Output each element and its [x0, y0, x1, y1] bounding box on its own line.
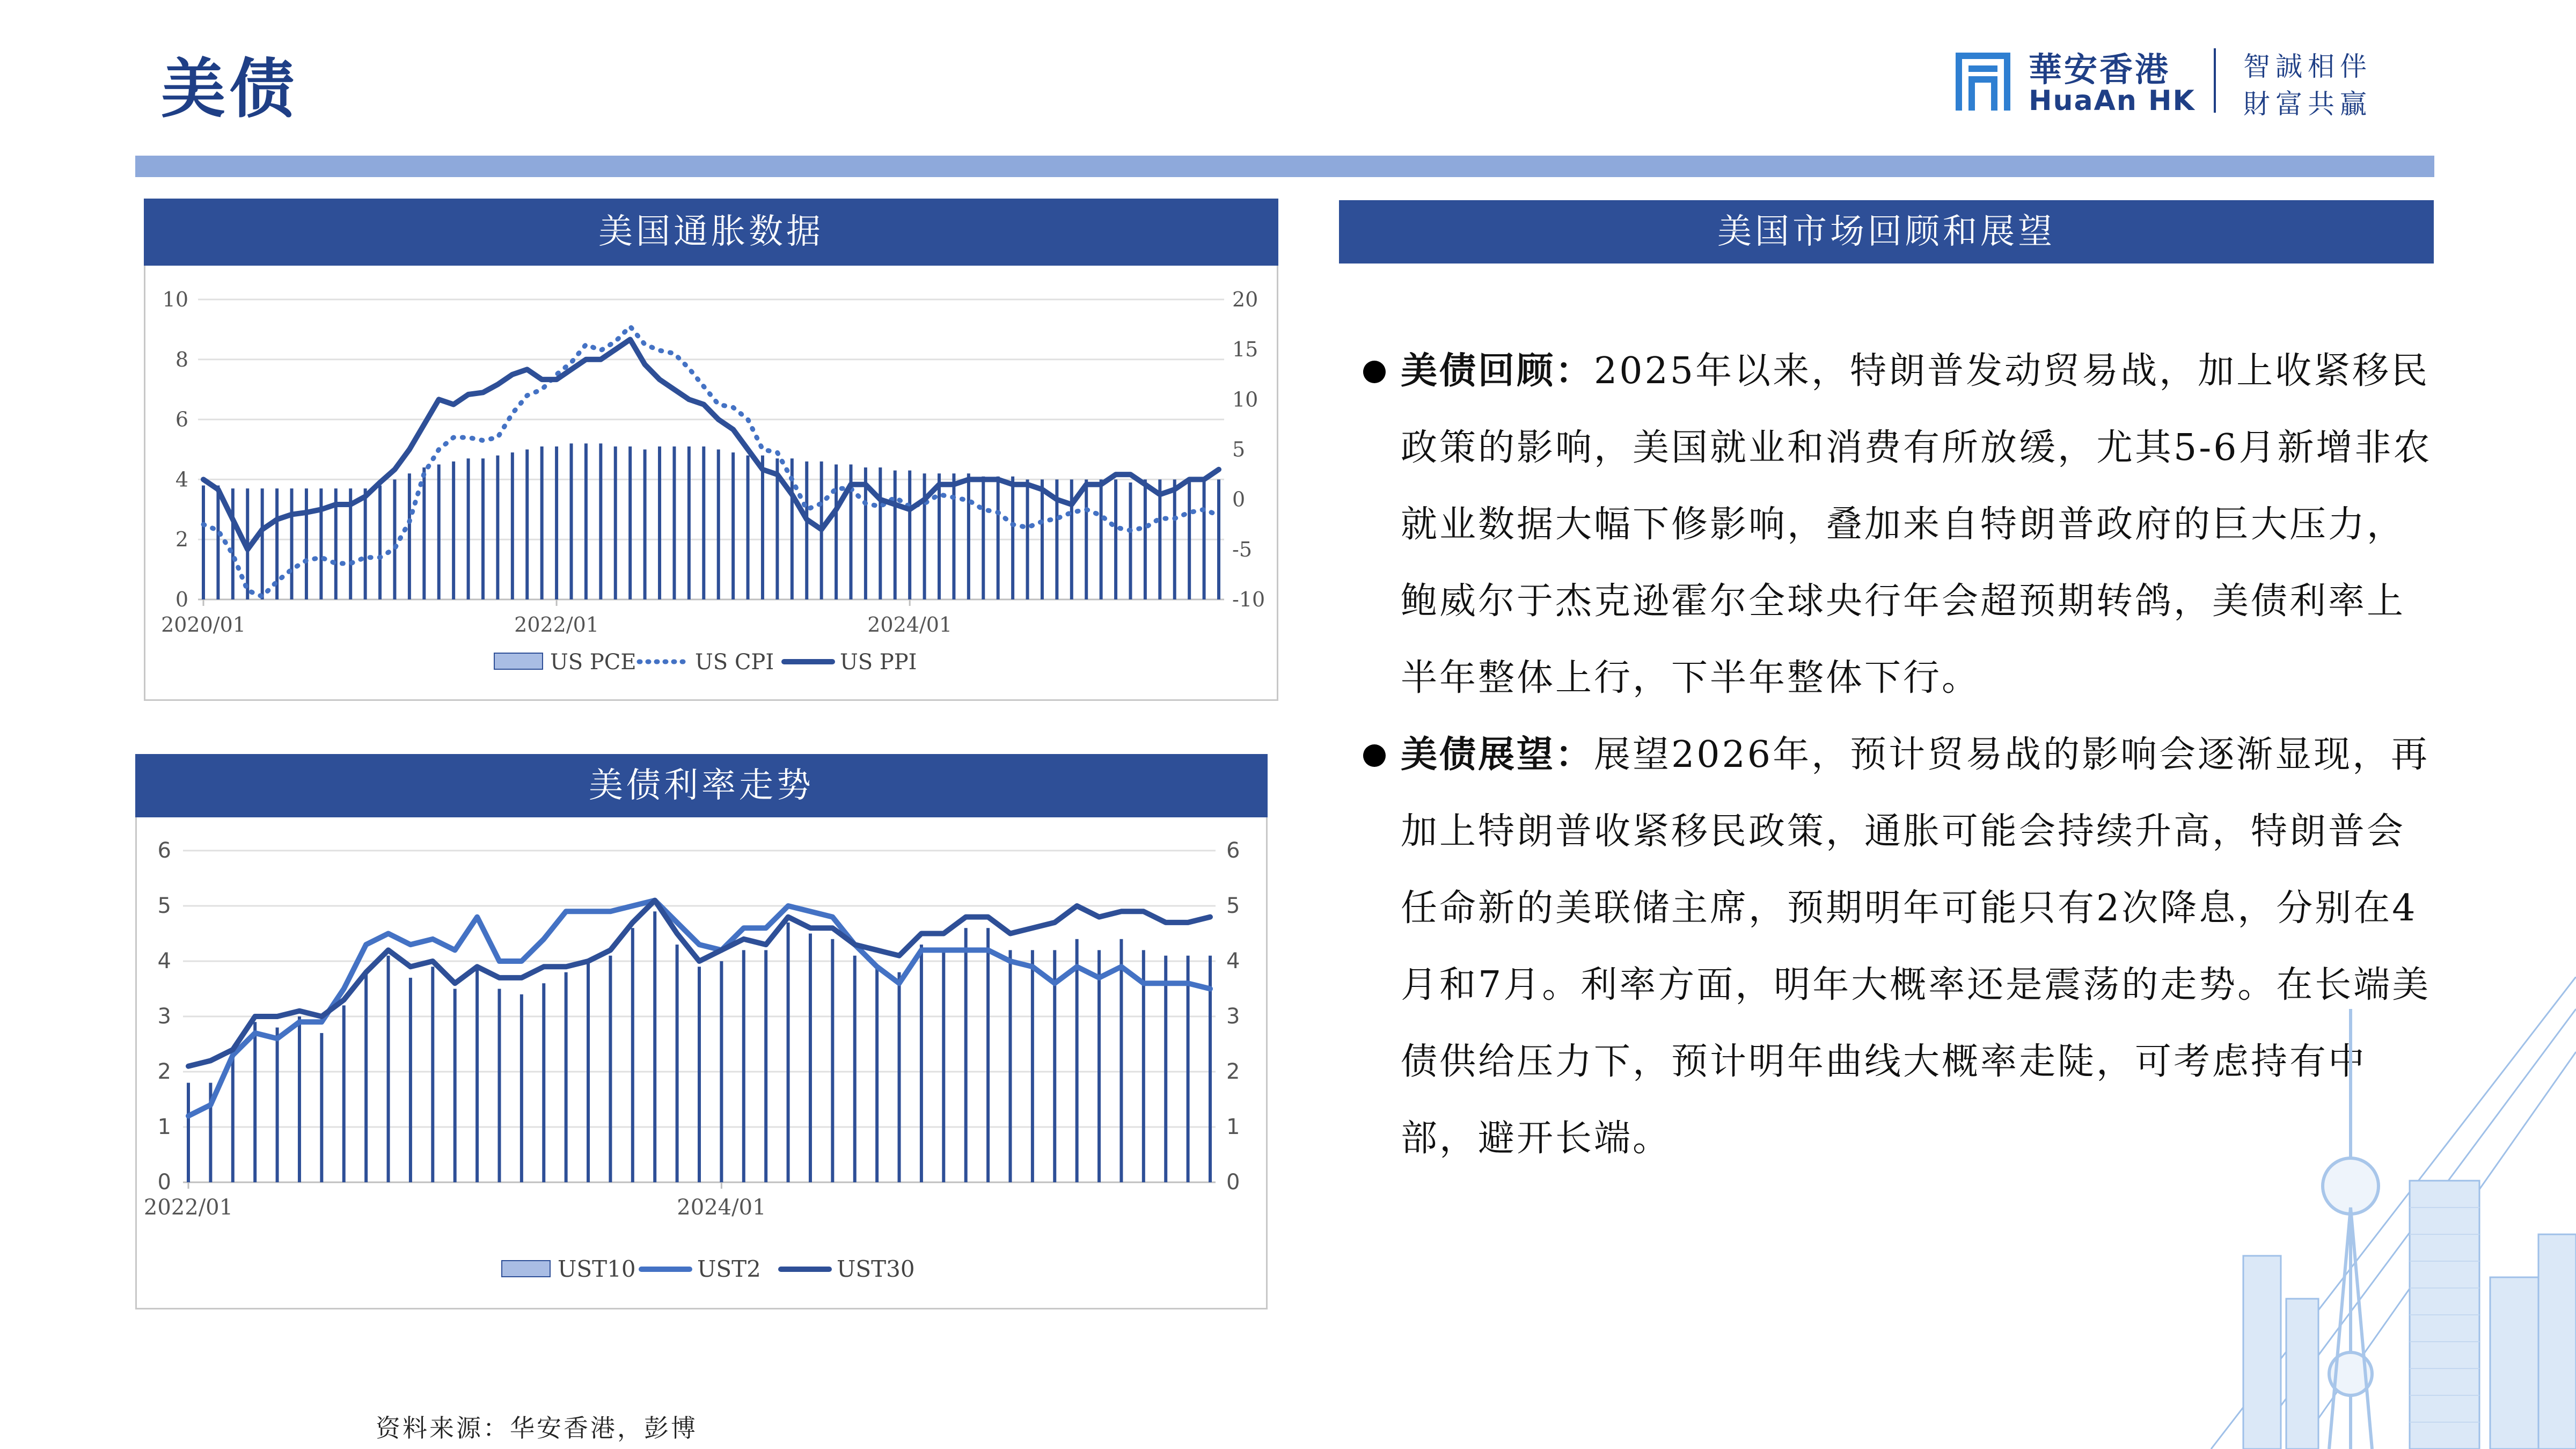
bar-us-pce	[761, 456, 764, 599]
bar-us-pce	[687, 447, 691, 599]
yields-panel-header: 美债利率走势	[135, 754, 1268, 817]
bar-ust10	[387, 956, 390, 1182]
bar-ust10	[276, 1028, 279, 1182]
bar-us-pce	[525, 450, 529, 600]
bar-us-pce	[408, 473, 411, 599]
x-tick-label: 2022/01	[514, 613, 599, 636]
legend-label-us-cpi: US CPI	[695, 650, 774, 675]
right-tick-label: 0	[1226, 1170, 1240, 1195]
bar-us-pce	[570, 443, 573, 599]
bullet-dot-icon	[1363, 744, 1386, 767]
inflation-chart	[145, 259, 1277, 699]
bar-us-pce	[1144, 479, 1147, 599]
title-divider-band	[135, 156, 2434, 177]
bar-ust10	[653, 911, 656, 1182]
bar-ust10	[964, 928, 968, 1182]
bar-us-pce	[452, 462, 455, 599]
bar-us-pce	[290, 488, 294, 599]
legend-label-ust2: UST2	[697, 1256, 761, 1282]
bar-us-pce	[997, 477, 1000, 599]
bar-us-pce	[982, 477, 985, 599]
legend-label-ust10: UST10	[558, 1256, 636, 1282]
bar-us-pce	[496, 456, 499, 599]
bar-us-pce	[747, 456, 750, 599]
bar-us-pce	[511, 452, 514, 599]
bar-ust10	[565, 972, 568, 1182]
bar-us-pce	[717, 450, 720, 600]
x-tick-label: 2024/01	[867, 613, 953, 636]
left-tick-label: 0	[157, 1170, 171, 1195]
yields-chart-box	[135, 810, 1268, 1309]
legend-label-ust30: UST30	[837, 1256, 915, 1282]
bar-ust10	[853, 956, 857, 1182]
skyline-decoration-icon	[2190, 977, 2576, 1449]
bar-us-pce	[1158, 479, 1161, 599]
bar-ust10	[342, 1005, 346, 1182]
left-tick-label: 3	[157, 1004, 171, 1029]
right-tick-label: 4	[1226, 949, 1240, 974]
bar-ust10	[942, 950, 945, 1182]
bar-ust10	[1031, 950, 1034, 1182]
right-tick-label: 20	[1232, 288, 1258, 311]
bar-ust10	[720, 961, 723, 1182]
bar-us-pce	[658, 447, 661, 599]
bar-us-pce	[364, 488, 367, 599]
bar-ust10	[698, 967, 701, 1182]
bar-ust10	[409, 978, 412, 1182]
bar-us-pce	[437, 464, 441, 599]
bar-ust10	[787, 923, 790, 1182]
bar-ust10	[520, 994, 523, 1182]
bar-ust10	[431, 967, 434, 1182]
bar-us-pce	[261, 488, 264, 599]
bar-ust10	[542, 983, 545, 1182]
right-tick-label: 6	[1226, 838, 1240, 863]
inflation-panel-header: 美国通胀数据	[144, 199, 1278, 266]
right-tick-label: -5	[1232, 537, 1253, 561]
bar-ust10	[1075, 939, 1079, 1182]
source-note: 资料来源：华安香港，彭博	[376, 1414, 698, 1443]
bar-ust10	[875, 967, 879, 1182]
bar-us-pce	[1100, 479, 1103, 599]
review-label: 美债回顾：	[1401, 349, 1594, 392]
bar-us-pce	[1203, 479, 1206, 599]
x-tick-label: 2022/01	[143, 1195, 233, 1220]
bar-ust10	[764, 950, 767, 1182]
x-tick-label: 2020/01	[161, 613, 246, 636]
right-tick-label: 5	[1226, 894, 1240, 918]
bar-us-pce	[540, 447, 544, 599]
bar-ust10	[364, 972, 368, 1182]
bar-us-pce	[555, 447, 558, 599]
left-tick-label: 2	[175, 528, 188, 552]
bar-us-pce	[952, 473, 955, 599]
bar-ust10	[187, 1083, 190, 1182]
left-tick-label: 6	[157, 838, 171, 863]
bar-ust10	[253, 1022, 257, 1182]
bullet-dot-icon	[1363, 361, 1386, 383]
bar-us-pce	[672, 447, 676, 599]
bar-ust10	[898, 972, 901, 1182]
inflation-chart-box	[144, 258, 1278, 701]
bar-ust10	[631, 928, 634, 1182]
left-tick-label: 4	[175, 467, 188, 492]
bar-us-pce	[628, 447, 632, 599]
right-tick-label: 0	[1232, 487, 1246, 511]
logo-divider	[2214, 48, 2216, 113]
review-bullet	[1363, 333, 2436, 716]
bar-us-pce	[1188, 479, 1191, 599]
bar-us-pce	[894, 471, 897, 599]
bar-us-pce	[305, 488, 308, 599]
bar-us-pce	[1070, 479, 1073, 599]
logo-slogan-2: 財富共贏	[2243, 89, 2372, 120]
bar-ust10	[1008, 950, 1012, 1182]
outlook-panel-header: 美国市场回顾和展望	[1339, 200, 2434, 264]
bar-ust10	[475, 967, 479, 1182]
bar-us-pce	[908, 471, 911, 599]
bar-ust10	[298, 1016, 301, 1182]
bar-us-pce	[319, 488, 323, 599]
legend-swatch-us-pce	[494, 653, 543, 669]
left-tick-label: 10	[162, 288, 188, 311]
left-tick-label: 0	[175, 588, 188, 611]
bar-us-pce	[614, 447, 617, 599]
bar-ust10	[920, 945, 923, 1182]
left-tick-label: 5	[157, 894, 171, 918]
bar-ust10	[809, 934, 812, 1183]
line-us-cpi	[203, 326, 1219, 596]
bar-us-pce	[805, 462, 808, 599]
bar-ust10	[497, 989, 501, 1183]
bar-us-pce	[731, 452, 735, 599]
logo-slogan-1: 智誠相伴	[2243, 51, 2372, 82]
page-title: 美债	[161, 51, 298, 127]
bar-ust10	[831, 939, 834, 1182]
bar-us-pce	[1129, 482, 1132, 599]
left-tick-label: 8	[175, 347, 188, 371]
bar-ust10	[609, 956, 612, 1182]
right-tick-label: 2	[1226, 1059, 1240, 1084]
bar-ust10	[453, 989, 457, 1183]
bar-us-pce	[938, 473, 941, 599]
left-tick-label: 2	[157, 1059, 171, 1084]
right-tick-label: 5	[1232, 437, 1246, 462]
legend-label-us-ppi: US PPI	[840, 650, 917, 675]
bar-us-pce	[1114, 479, 1117, 599]
logo-name-cn: 華安香港	[2029, 50, 2171, 89]
bar-us-pce	[378, 486, 382, 599]
right-tick-label: 15	[1232, 338, 1258, 362]
bar-us-pce	[1011, 477, 1014, 599]
bar-ust10	[320, 1033, 323, 1182]
bar-ust10	[676, 945, 679, 1182]
bar-us-pce	[393, 479, 396, 599]
bar-ust10	[1119, 939, 1123, 1182]
bar-us-pce	[923, 473, 926, 599]
bar-us-pce	[231, 488, 235, 599]
bar-us-pce	[467, 458, 470, 599]
left-tick-label: 6	[175, 407, 188, 431]
left-tick-label: 4	[157, 949, 171, 974]
bar-us-pce	[599, 443, 602, 599]
bar-us-pce	[202, 486, 205, 599]
left-tick-label: 1	[157, 1115, 171, 1139]
outlook-body: 展望2026年，预计贸易战的影响会逐渐显现，再加上特朗普收紧移民政策，通胀可能会持续升高，特朗普会任命新的美联储主席，预期明年可能只有2次降息，分别在4月和7月。利率方面，明年大概率还是震荡的走势。在长端美债供给压力下，预计明年曲线大概率走陡，可考虑持有中部，避开长端。	[1401, 734, 2431, 1160]
right-tick-label: -10	[1232, 588, 1265, 611]
company-logo	[1953, 43, 2426, 123]
review-text: 2025年以来，特朗普发动贸易战，加上收紧移民政策的影响，美国就业和消费有所放缓，尤其5-6月新增非农就业数据大幅下修影响，叠加来自特朗普政府的巨大压力，鲍威尔于杰克逊霍尔全球央行年会超预期转鸽，美债利率上半年整体上行，下半年整体下行。	[1401, 350, 2432, 699]
bar-us-pce	[702, 447, 705, 599]
huaan-logo-icon	[1953, 48, 2012, 113]
bar-us-pce	[1217, 479, 1220, 599]
bar-us-pce	[422, 467, 426, 599]
bar-us-pce	[481, 458, 485, 599]
right-tick-label: 3	[1226, 1004, 1240, 1029]
x-tick-label: 2024/01	[677, 1195, 766, 1220]
bar-us-pce	[1085, 479, 1088, 599]
bar-us-pce	[1026, 479, 1029, 599]
bar-us-pce	[1173, 479, 1176, 599]
yields-chart	[137, 812, 1266, 1308]
bar-us-pce	[879, 467, 882, 599]
legend-label-us-pce: US PCE	[550, 650, 636, 675]
right-tick-label: 1	[1226, 1115, 1240, 1139]
bar-ust10	[587, 961, 590, 1182]
bar-ust10	[986, 928, 990, 1182]
legend-swatch-ust10	[502, 1261, 550, 1277]
bar-us-pce	[835, 464, 838, 599]
bar-us-pce	[967, 473, 970, 599]
bar-us-pce	[584, 443, 588, 599]
bar-us-pce	[216, 486, 219, 599]
bar-ust10	[1187, 956, 1190, 1182]
right-tick-label: 10	[1232, 387, 1258, 412]
bar-ust10	[742, 950, 745, 1182]
bar-us-pce	[643, 450, 647, 600]
bar-ust10	[1097, 950, 1101, 1182]
line-us-ppi	[203, 340, 1219, 550]
logo-name-en: HuaAn HK	[2029, 85, 2196, 117]
bar-us-pce	[1041, 479, 1044, 599]
bar-ust10	[231, 1055, 235, 1182]
outlook-label: 美债展望：	[1401, 733, 1594, 776]
bar-ust10	[1164, 956, 1167, 1182]
